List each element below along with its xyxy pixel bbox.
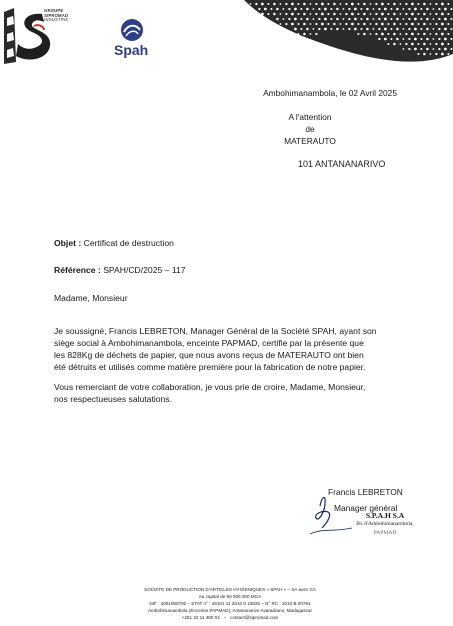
para2-line-1: Vous remerciant de votre collaboration, je vous prie de croire, Madame, Monsieur, — [54, 382, 366, 392]
group-line-1: GROUPE — [44, 8, 64, 13]
reference-value: SPAH/CD/2025 – 117 — [103, 265, 186, 275]
object-value: Certificat de destruction — [83, 238, 174, 248]
recipient-address: 101 ANTANANARIVO — [298, 159, 386, 169]
footer-phone: +261 32 11 480 04 — [181, 615, 220, 620]
reference-line — [54, 264, 186, 276]
footer-email[interactable]: contact@sipromad.com — [230, 615, 279, 620]
place-date: Ambohimanambola, le 02 Avril 2025 — [263, 88, 397, 98]
stamp-line-2: Bx d'Ambohimanambola, — [356, 521, 414, 527]
attention-line-2: de — [305, 124, 315, 134]
object-label: Objet : — [54, 238, 82, 248]
para1-line-1: Je soussigné, Francis LEBRETON, Manager Général de la Société SPAH, ayant son — [54, 326, 377, 336]
spah-brand-name: Spah — [114, 42, 149, 58]
attention-block — [270, 111, 350, 147]
attention-line-1: A l'attention — [288, 112, 332, 122]
company-stamp — [340, 511, 430, 538]
dotted-wave-pattern-icon — [244, 0, 453, 72]
signer-name: Francis LEBRETON — [328, 487, 403, 497]
group-line-2: SIPROMAD — [44, 12, 69, 18]
object-line — [54, 237, 174, 249]
stamp-line-1: S.P.A.H S.A — [365, 511, 405, 520]
attention-line-3: MATERAUTO — [284, 136, 336, 146]
para1-line-3: les 828Kg de déchets de papier, que nous avons reçus de MATERAUTO ont bien — [54, 350, 364, 360]
footer-separator: – — [223, 615, 227, 620]
footer-block — [80, 586, 380, 621]
stamp-line-3: PAPMAD — [373, 530, 397, 536]
para1-line-4: été détruits et utilisés comme matière première pour la fabrication de notre papier. — [54, 362, 366, 372]
group-name-block — [44, 9, 68, 23]
signer-title: Manager général — [334, 503, 398, 513]
reference-label: Référence : — [54, 265, 101, 275]
footer-line-3: NIF : 4001080792 – STAT n° : 46101 11 2010 0 10825 – N° RC : 2010 B 00781 — [149, 601, 311, 606]
group-line-3: INDUSTRIE — [44, 17, 69, 23]
salutation: Madame, Monsieur — [54, 293, 128, 303]
paragraph-2 — [54, 381, 414, 405]
footer-line-2: Au capital de 50 000 000 MGA — [198, 594, 262, 599]
para2-line-2: nos respectueuses salutations. — [54, 394, 172, 404]
paragraph-1 — [54, 325, 414, 373]
para1-line-2: siège social à Ambohimanambola, enceinte PAPMAD, certifie par la présente que — [54, 338, 364, 348]
footer-line-1: SOCIETE DE PRODUCTION D'ARTICLES HYGIENIQUES « SPAH » – SA avec CA — [144, 587, 316, 592]
footer-line-4: Ambohimanambola (Enceinte PAPMAD), Antananarivo Avaradrano, Madagascar — [147, 608, 313, 613]
footer-contact — [80, 614, 380, 621]
